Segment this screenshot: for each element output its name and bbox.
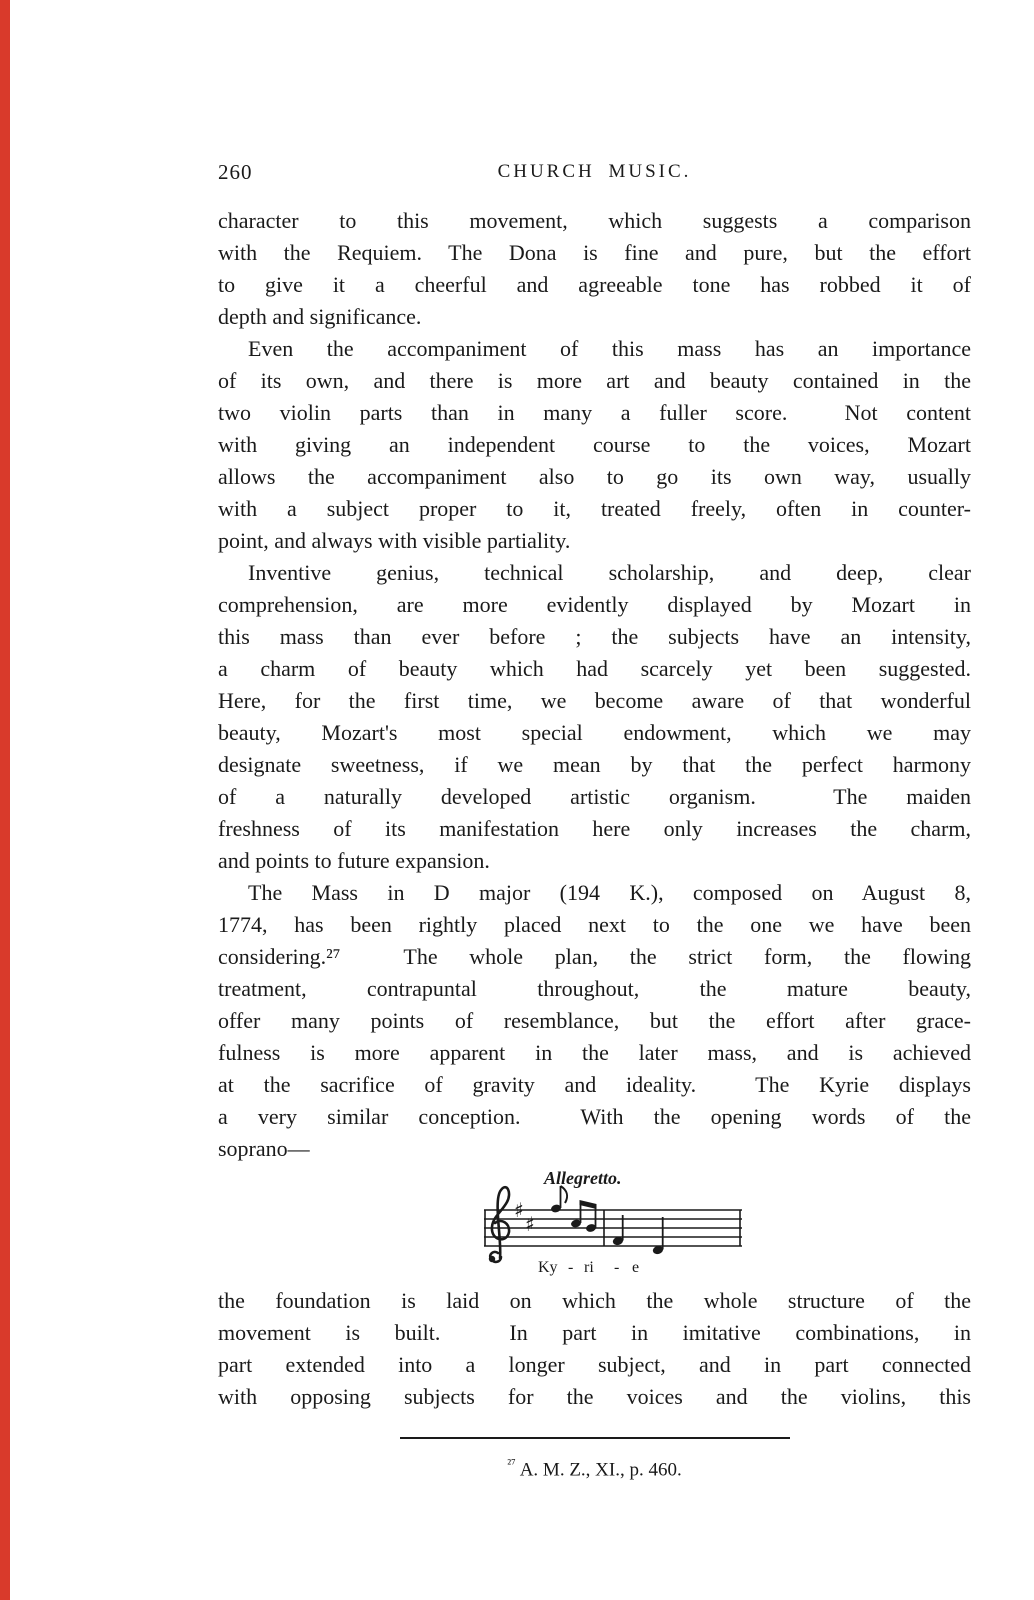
text-line: 1774, has been rightly placed next to the one we have been	[218, 912, 971, 937]
paragraph	[218, 205, 971, 333]
text-line: of a naturally developed artistic organism. The maiden	[218, 784, 971, 809]
page-body	[218, 205, 971, 1165]
eighth-flag	[561, 1186, 568, 1203]
notes	[550, 1186, 664, 1255]
text-line: depth and significance.	[218, 304, 422, 329]
text-line: designate sweetness, if we mean by that the perfect harmony	[218, 752, 971, 777]
running-title: CHURCH MUSIC.	[497, 161, 692, 182]
music-staff	[478, 1160, 752, 1284]
paragraph	[218, 557, 971, 877]
text-line: a charm of beauty which had scarcely yet been suggested.	[218, 656, 971, 681]
text-line: with opposing subjects for the voices and the violins, this	[218, 1384, 971, 1409]
beam	[580, 1200, 597, 1209]
text-line: with a subject proper to it, treated freely, often in counter-	[218, 496, 971, 521]
key-signature-sharps	[514, 1198, 535, 1236]
text-line: fulness is more apparent in the later mass, and is achieved	[218, 1040, 971, 1065]
lyric-syllable: ri	[584, 1259, 594, 1276]
text-line: Even the accompaniment of this mass has an importance	[248, 336, 971, 361]
paragraph	[218, 877, 971, 1165]
text-line: comprehension, are more evidently displayed by Mozart in	[218, 592, 971, 617]
text-line: character to this movement, which suggests a comparison	[218, 208, 971, 233]
footnote	[218, 1456, 971, 1481]
text-line: to give it a cheerful and agreeable tone has robbed it of	[218, 272, 971, 297]
text-line: Inventive genius, technical scholarship, and deep, clear	[248, 560, 971, 585]
paragraph	[218, 333, 971, 557]
page-body-continued	[218, 1285, 971, 1413]
treble-clef-icon	[489, 1187, 509, 1262]
text-line: part extended into a longer subject, and in part connected	[218, 1352, 971, 1377]
text-line: two violin parts than in many a fuller score. Not content	[218, 400, 971, 425]
lyric-syllable: e	[632, 1259, 640, 1276]
text-line: with the Requiem. The Dona is fine and pure, but the effort	[218, 240, 971, 265]
text-line: allows the accompaniment also to go its own way, usually	[218, 464, 971, 489]
page-header	[218, 160, 971, 190]
text-line: Here, for the first time, we become aware of that wonderful	[218, 688, 971, 713]
lyric-syllable: Ky	[538, 1259, 558, 1276]
paragraph	[218, 1285, 971, 1413]
text-line: a very similar conception. With the opening words of the	[218, 1104, 971, 1129]
text-line: this mass than ever before ; the subjects have an intensity,	[218, 624, 971, 649]
text-line: at the sacrifice of gravity and ideality. The Kyrie displays	[218, 1072, 971, 1097]
scan-edge-bar	[0, 0, 10, 1600]
text-line: treatment, contrapuntal throughout, the mature beauty,	[218, 976, 971, 1001]
footnote-marker: ²⁷	[507, 1456, 516, 1471]
sharp-icon: ♯	[525, 1212, 535, 1236]
text-line: beauty, Mozart's most special endowment, which we may	[218, 720, 971, 745]
tempo-marking: Allegretto.	[544, 1168, 622, 1188]
text-line: point, and always with visible partiality.	[218, 528, 571, 553]
footnote-text: A. M. Z., XI., p. 460.	[519, 1459, 682, 1481]
text-line: soprano—	[218, 1136, 310, 1161]
text-line: movement is built. In part in imitative combinations, in	[218, 1320, 971, 1345]
lyric-line	[538, 1259, 639, 1276]
text-line: with giving an independent course to the voices, Mozart	[218, 432, 971, 457]
text-line: of its own, and there is more art and beauty contained in the	[218, 368, 971, 393]
text-line: The Mass in D major (194 K.), composed on August 8,	[248, 880, 971, 905]
page-number: 260	[218, 160, 253, 184]
text-line: freshness of its manifestation here only increases the charm,	[218, 816, 971, 841]
text-line: offer many points of resemblance, but the effort after grace-	[218, 1008, 971, 1033]
text-line: considering.²⁷ The whole plan, the strict form, the flowing	[218, 944, 971, 969]
text-line: and points to future expansion.	[218, 848, 490, 873]
footnote-rule	[400, 1437, 790, 1439]
text-line: the foundation is laid on which the whole structure of the	[218, 1288, 971, 1313]
music-example	[478, 1160, 752, 1284]
sharp-icon: ♯	[514, 1198, 524, 1222]
lyric-hyphen: -	[614, 1259, 620, 1276]
lyric-hyphen: -	[568, 1259, 574, 1276]
